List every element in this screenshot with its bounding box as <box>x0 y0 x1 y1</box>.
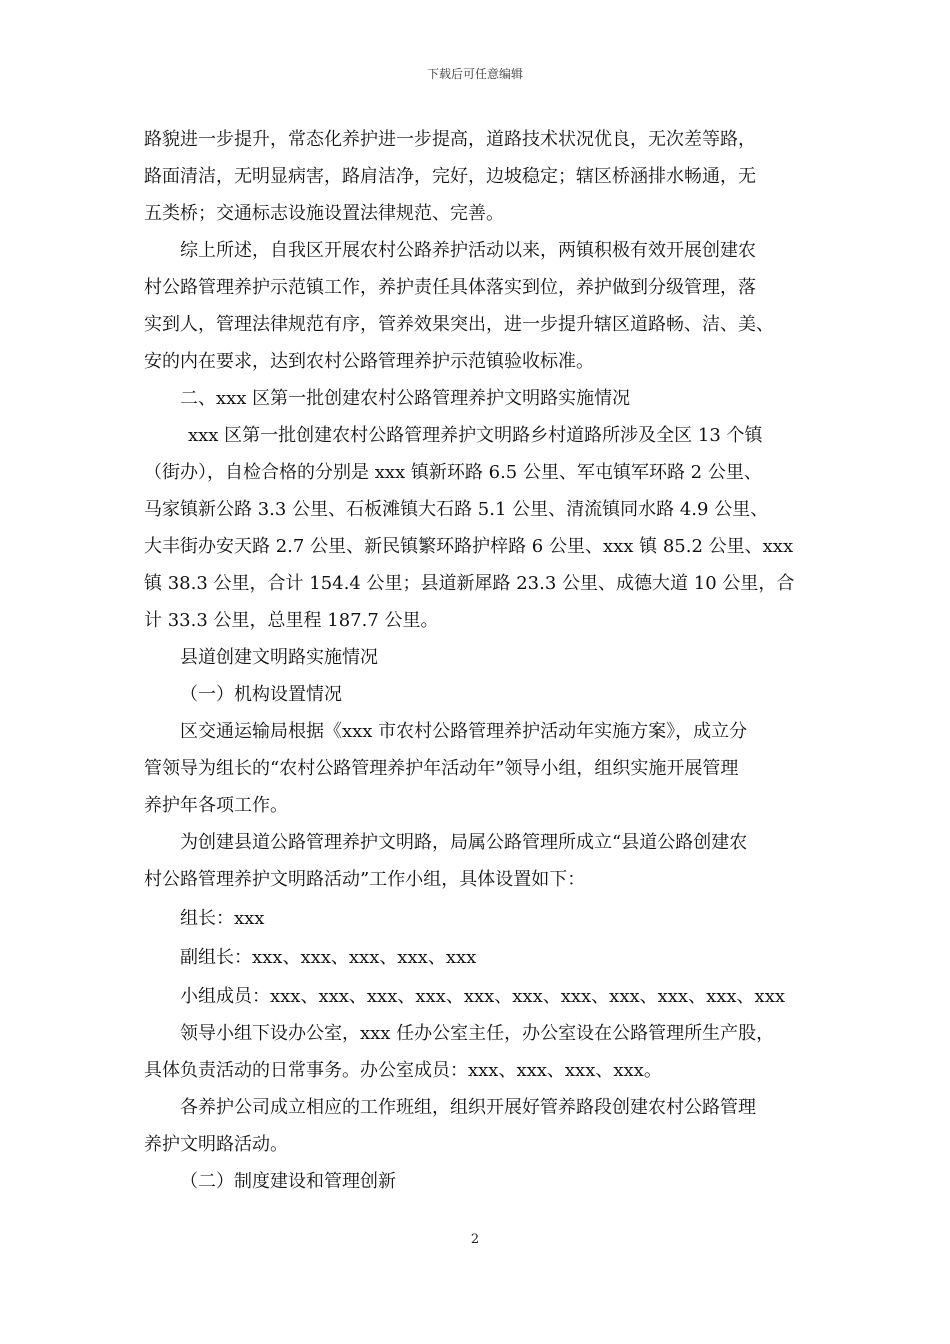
section-heading: 二、xxx 区第一批创建农村公路管理养护文明路实施情况 <box>180 388 631 409</box>
body-line: 管领导为组长的“农村公路管理养护年活动年”领导小组，组织实施开展管理 <box>144 758 739 779</box>
group-members-line: 小组成员：xxx、xxx、xxx、xxx、xxx、xxx、xxx、xxx、xxx、xxx、xxx <box>180 986 785 1007</box>
body-line: 区交通运输局根据《xxx 市农村公路管理养护活动年实施方案》，成立分 <box>180 721 748 742</box>
body-line: 村公路管理养护文明路活动”工作小组，具体设置如下： <box>144 869 586 890</box>
subsection-heading: （一）机构设置情况 <box>180 684 342 705</box>
body-line: 五类桥；交通标志设施设置法律规范、完善。 <box>144 203 504 224</box>
body-line: 大丰街办安天路 2.7 公里、新民镇繁环路护梓路 6 公里、xxx 镇 85.2 公里、xxx <box>144 536 794 557</box>
body-line: 路貌进一步提升，常态化养护进一步提高，道路技术状况优良，无次差等路， <box>144 129 756 150</box>
page-header-note: 下载后可任意编辑 <box>426 67 523 81</box>
body-line: 各养护公司成立相应的工作班组，组织开展好管养路段创建农村公路管理 <box>180 1097 756 1118</box>
body-line: 实到人，管理法律规范有序，管养效果突出，进一步提升辖区道路畅、洁、美、 <box>144 314 774 335</box>
body-line: （街办），自检合格的分别是 xxx 镇新环路 6.5 公里、军屯镇军环路 2 公里、 <box>144 462 762 483</box>
group-leader-line: 组长：xxx <box>180 908 265 929</box>
body-line: 为创建县道公路管理养护文明路，局属公路管理所成立“县道公路创建农 <box>180 832 748 853</box>
body-line: 综上所述，自我区开展农村公路养护活动以来，两镇积极有效开展创建农 <box>180 240 756 261</box>
body-line: 养护年各项工作。 <box>144 795 288 816</box>
body-line: xxx 区第一批创建农村公路管理养护文明路乡村道路所涉及全区 13 个镇 <box>188 425 763 446</box>
page-number: 2 <box>470 1232 480 1247</box>
subsection-heading: （二）制度建设和管理创新 <box>180 1171 396 1192</box>
section-heading: 县道创建文明路实施情况 <box>180 647 378 668</box>
body-line: 具体负责活动的日常事务。办公室成员：xxx、xxx、xxx、xxx。 <box>144 1060 662 1081</box>
body-line: 养护文明路活动。 <box>144 1134 288 1155</box>
body-line: 领导小组下设办公室，xxx 任办公室主任，办公室设在公路管理所生产股， <box>180 1023 775 1044</box>
body-line: 路面清洁，无明显病害，路肩洁净，完好，边坡稳定；辖区桥涵排水畅通，无 <box>144 166 756 187</box>
body-line: 村公路管理养护示范镇工作，养护责任具体落实到位，养护做到分级管理，落 <box>144 277 756 298</box>
body-line: 安的内在要求，达到农村公路管理养护示范镇验收标准。 <box>144 351 594 372</box>
body-line: 马家镇新公路 3.3 公里、石板滩镇大石路 5.1 公里、清流镇同水路 4.9 公里、 <box>144 499 769 520</box>
deputy-leader-line: 副组长：xxx、xxx、xxx、xxx、xxx <box>180 947 477 968</box>
body-line: 镇 38.3 公里，合计 154.4 公里；县道新犀路 23.3 公里、成德大道 10 公里，合 <box>144 573 795 594</box>
body-line: 计 33.3 公里，总里程 187.7 公里。 <box>144 610 439 631</box>
